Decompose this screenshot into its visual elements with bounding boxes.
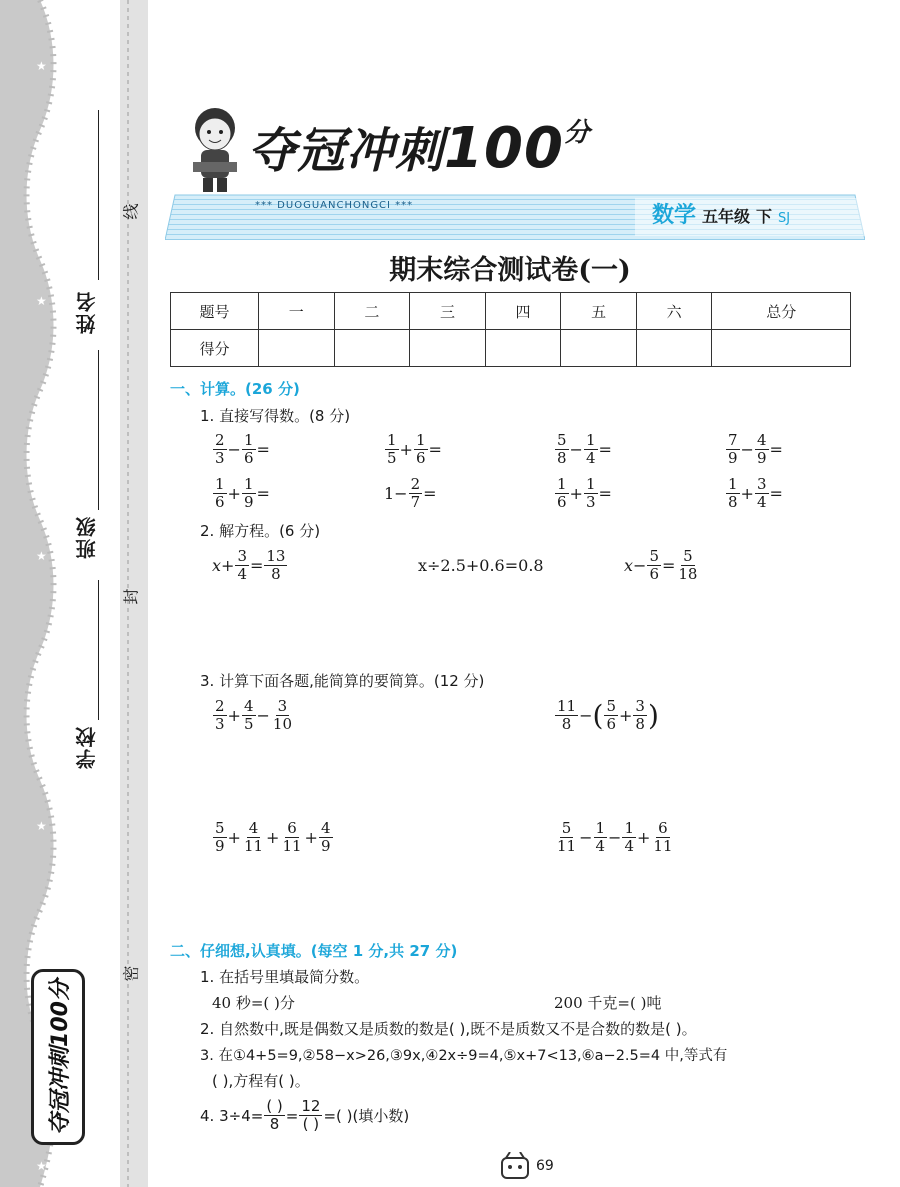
calc-item: $\frac{2}{3}$ + $\frac{4}{5}$ − $\frac{3}{10}$ — [215, 697, 292, 733]
svg-text:★: ★ — [36, 1159, 47, 1173]
question-2-1: 1. 在括号里填最简分数。 — [200, 968, 370, 986]
score-input-cell[interactable] — [485, 330, 561, 367]
question-2-3: 3. 在①4+5=9,②58−x>26,③9x,④2x÷9=4,⑤x+7<13,⑥a−2.5=4 中,等式有 — [200, 1048, 728, 1064]
page-footer — [500, 1152, 554, 1180]
calc-item: $\frac{2}{3}$ − $\frac{1}{6}$ = — [215, 431, 270, 467]
calc-item: $\frac{5}{11}$ − $\frac{1}{4}$ − $\frac{1}{4}$ + $\frac{6}{11}$ — [557, 819, 673, 855]
equation-item: x− $\frac{5}{6}$ = $\frac{5}{18}$ — [624, 547, 698, 583]
class-label: 班级 — [75, 515, 99, 559]
table-cell: 得分 — [171, 330, 259, 367]
svg-text:★: ★ — [36, 419, 47, 433]
table-cell: 二 — [334, 293, 410, 330]
question-2-3-blanks[interactable]: ( ),方程有( )。 — [212, 1072, 310, 1090]
page-title: 期末综合测试卷(一) — [389, 255, 631, 286]
mascot-icon — [500, 1152, 530, 1180]
score-input-cell[interactable] — [712, 330, 851, 367]
score-table — [170, 292, 851, 367]
svg-text:★: ★ — [36, 59, 47, 73]
school-line[interactable] — [98, 580, 99, 720]
header-brand-title: 夺冠冲刺$100^分$ — [248, 116, 591, 181]
seal-secret-char: 密 — [121, 965, 141, 982]
question-2-2[interactable]: 2. 自然数中,既是偶数又是质数的数是( ),既不是质数又不是合数的数是( )。 — [200, 1020, 697, 1038]
question-2-4[interactable]: 4. 3÷4= $\frac{( )}{8}$ = $\frac{12}{( )}$ =( )(填小数) — [200, 1097, 410, 1133]
svg-text:★: ★ — [36, 944, 47, 958]
calc-item: $\frac{7}{9}$ − $\frac{4}{9}$ = — [728, 431, 783, 467]
svg-text:★: ★ — [36, 169, 47, 183]
section-1-heading: 一、计算。(26 分) — [170, 380, 300, 398]
seal-seal-char: 封 — [121, 588, 141, 605]
term-label: 下 — [756, 207, 773, 226]
equation-item: x+ $\frac{3}{4}$ = $\frac{13}{8}$ — [212, 547, 286, 583]
table-cell: 一 — [259, 293, 335, 330]
svg-text:★: ★ — [36, 294, 47, 308]
score-input-cell[interactable] — [561, 330, 637, 367]
subject-label: 数学 — [652, 203, 697, 228]
name-label: 姓名 — [75, 290, 99, 334]
score-input-cell[interactable] — [259, 330, 335, 367]
header-subject-info — [652, 198, 790, 229]
fill-item-seconds[interactable]: 40 秒=( )分 — [212, 994, 295, 1012]
table-cell: 三 — [410, 293, 486, 330]
score-input-cell[interactable] — [410, 330, 486, 367]
table-cell: 四 — [485, 293, 561, 330]
calc-item: 1− $\frac{2}{7}$ = — [384, 475, 437, 511]
calc-item: $\frac{1}{5}$ + $\frac{1}{6}$ = — [387, 431, 442, 467]
score-input-cell[interactable] — [334, 330, 410, 367]
fill-item-kilograms[interactable]: 200 千克=( )吨 — [554, 994, 662, 1012]
calc-item: $\frac{11}{8}$ − ( $\frac{5}{6}$ + $\frac{3}{8}$ ) — [557, 697, 659, 733]
question-1-3: 3. 计算下面各题,能简算的要简算。(12 分) — [200, 672, 485, 690]
school-label: 学校 — [75, 725, 99, 769]
table-row — [171, 330, 851, 367]
svg-text:★: ★ — [36, 549, 47, 563]
table-cell: 五 — [561, 293, 637, 330]
table-cell: 总分 — [712, 293, 851, 330]
class-line[interactable] — [98, 350, 99, 510]
page-number: 69 — [536, 1158, 554, 1174]
equation-item: x÷2.5+0.6=0.8 — [418, 556, 544, 575]
score-input-cell[interactable] — [636, 330, 712, 367]
edition-label: SJ — [778, 211, 791, 226]
svg-text:★: ★ — [36, 819, 47, 833]
table-cell: 六 — [636, 293, 712, 330]
calc-item: $\frac{1}{6}$ + $\frac{1}{9}$ = — [215, 475, 270, 511]
table-cell: 题号 — [171, 293, 259, 330]
calc-item: $\frac{5}{8}$ − $\frac{1}{4}$ = — [557, 431, 612, 467]
boy-mascot-icon — [193, 108, 237, 192]
svg-text:★: ★ — [36, 679, 47, 693]
question-1-2: 2. 解方程。(6 分) — [200, 522, 321, 540]
question-1-1: 1. 直接写得数。(8 分) — [200, 407, 351, 425]
margin-brand-logo: 夺冠冲刺100分 — [31, 969, 85, 1145]
calc-item: $\frac{1}{6}$ + $\frac{1}{3}$ = — [557, 475, 612, 511]
grade-label: 五年级 — [702, 207, 751, 226]
seal-line-char: 线 — [121, 203, 141, 220]
calc-item: $\frac{1}{8}$ + $\frac{3}{4}$ = — [728, 475, 783, 511]
section-2-heading: 二、仔细想,认真填。(每空 1 分,共 27 分) — [170, 942, 458, 960]
calc-item: $\frac{5}{9}$ + $\frac{4}{11}$ + $\frac{6}{11}$ + $\frac{4}{9}$ — [215, 819, 331, 855]
table-row — [171, 293, 851, 330]
header-pinyin: *** DUOGUANCHONGCI *** — [255, 200, 414, 211]
